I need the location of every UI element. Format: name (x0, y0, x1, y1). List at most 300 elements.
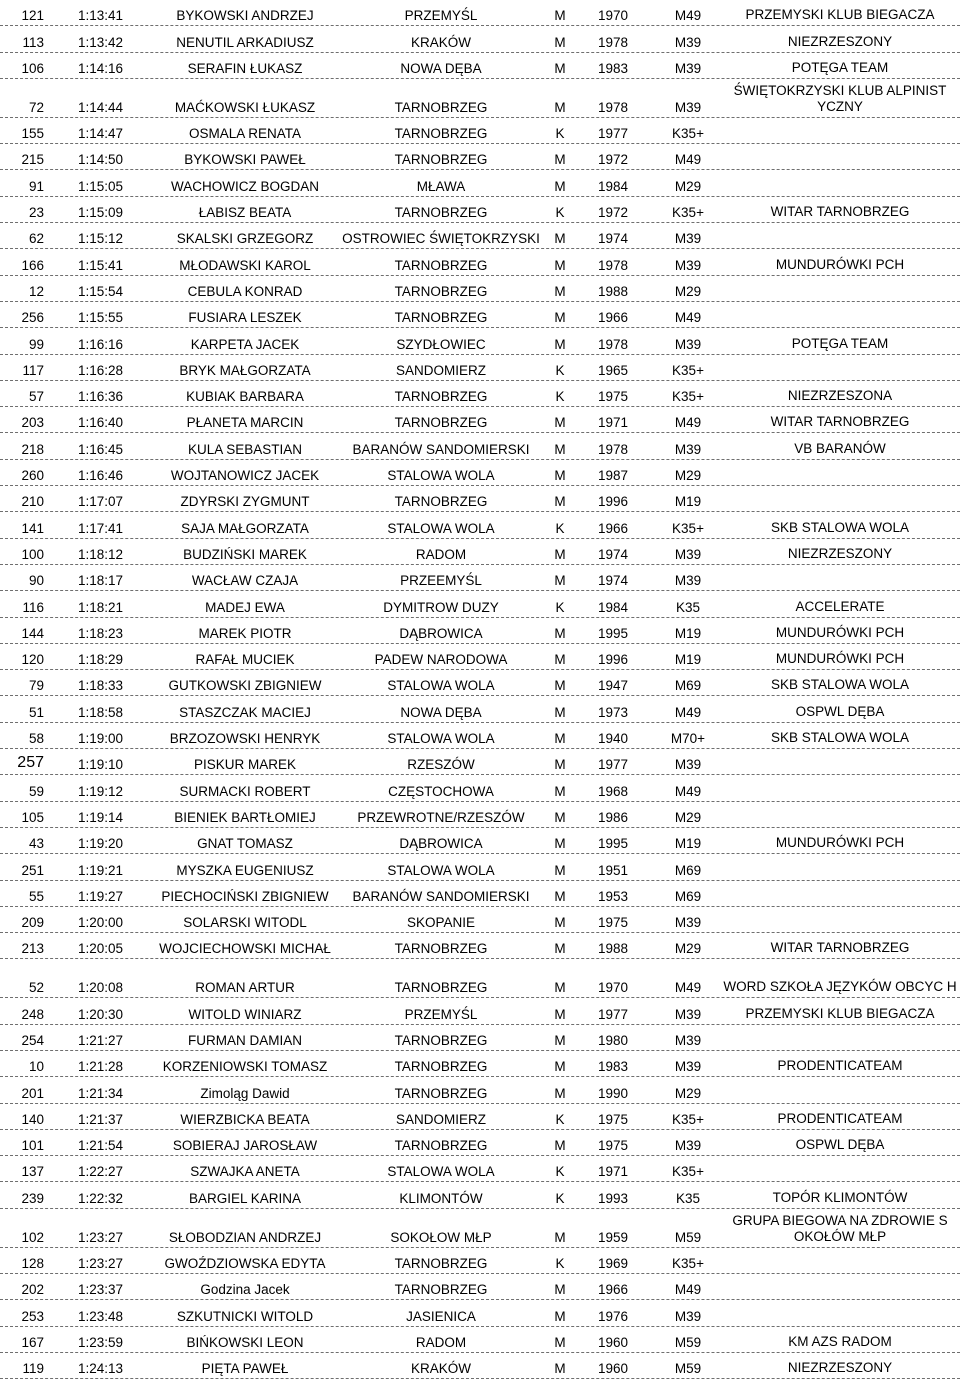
age-category: M59 (674, 1334, 702, 1350)
age-category: M49 (674, 8, 702, 24)
start-number: 58 (28, 731, 44, 747)
runner-city: PADEW NARODOWA (374, 652, 508, 668)
runner-city: TARNOBRZEG (394, 1032, 488, 1048)
runner-name: OSMALA RENATA (188, 126, 302, 142)
table-row (0, 881, 960, 907)
start-number: 119 (22, 1361, 44, 1377)
start-number: 248 (21, 1006, 44, 1022)
table-row (0, 144, 960, 170)
start-number: 121 (21, 8, 44, 24)
age-category: K35+ (672, 389, 704, 405)
start-number: 52 (28, 980, 44, 996)
table-row (0, 197, 960, 223)
finish-time: 1:14:50 (78, 152, 124, 168)
finish-time: 1:15:54 (78, 283, 124, 299)
finish-time: 1:14:44 (78, 99, 124, 115)
age-category: M39 (674, 34, 702, 50)
runner-club: WITAR TARNOBRZEG (770, 414, 910, 430)
runner-sex: K (555, 520, 565, 536)
finish-time: 1:20:30 (78, 1006, 124, 1022)
runner-sex: M (554, 704, 566, 720)
birth-year: 1976 (597, 1308, 629, 1324)
runner-city: DYMITROW DUZY (383, 599, 499, 615)
runner-name: WIERZBICKA BEATA (180, 1111, 310, 1127)
runner-sex: M (554, 652, 566, 668)
runner-club: SKB STALOWA WOLA (770, 519, 910, 535)
table-row (0, 591, 960, 617)
runner-club: WITAR TARNOBRZEG (770, 940, 910, 956)
runner-club: SKB STALOWA WOLA (770, 730, 910, 746)
runner-city: DĄBROWICA (399, 836, 483, 852)
runner-club: OSPWL DĘBA (795, 703, 885, 719)
start-number: 144 (21, 625, 44, 641)
table-row (0, 1300, 960, 1326)
runner-sex: K (555, 599, 565, 615)
runner-city: MŁAWA (416, 178, 466, 194)
age-category: M39 (674, 915, 702, 931)
finish-time: 1:21:54 (78, 1138, 124, 1154)
table-row (0, 26, 960, 52)
birth-year: 1975 (597, 1111, 629, 1127)
start-number: 120 (21, 652, 44, 668)
runner-club: ACCELERATE (795, 598, 885, 614)
runner-sex: M (554, 678, 566, 694)
finish-time: 1:15:41 (78, 257, 124, 273)
runner-name: WACHOWICZ BOGDAN (171, 178, 319, 194)
runner-name: SOLARSKI WITODL (183, 915, 307, 931)
finish-time: 1:21:28 (78, 1059, 124, 1075)
start-number: 102 (21, 1229, 44, 1245)
runner-city: BARANÓW SANDOMIERSKI (352, 441, 530, 457)
start-number: 105 (21, 809, 44, 825)
runner-club: MUNDURÓWKI PCH (775, 835, 905, 851)
age-category: M49 (674, 1282, 702, 1298)
age-category: M39 (674, 336, 702, 352)
start-number: 113 (22, 34, 44, 50)
runner-club: MUNDURÓWKI PCH (775, 624, 905, 640)
start-number: 12 (28, 283, 44, 299)
start-number: 257 (17, 754, 44, 772)
runner-sex: M (554, 34, 566, 50)
finish-time: 1:13:42 (78, 34, 124, 50)
runner-sex: M (554, 178, 566, 194)
birth-year: 1975 (597, 389, 629, 405)
runner-sex: M (554, 731, 566, 747)
birth-year: 1953 (597, 888, 629, 904)
runner-city: BARANÓW SANDOMIERSKI (352, 888, 530, 904)
runner-city: TARNOBRZEG (394, 941, 488, 957)
runner-club: NIEZRZESZONY (787, 1360, 893, 1376)
birth-year: 1959 (597, 1229, 629, 1245)
runner-sex: M (554, 836, 566, 852)
birth-year: 1983 (597, 60, 629, 76)
age-category: M39 (674, 441, 702, 457)
age-category: M59 (674, 1229, 702, 1245)
birth-year: 1990 (597, 1085, 629, 1101)
runner-city: STALOWA WOLA (387, 862, 495, 878)
finish-time: 1:15:05 (78, 178, 124, 194)
birth-year: 1972 (597, 152, 629, 168)
finish-time: 1:20:00 (78, 915, 124, 931)
runner-city: CZĘSTOCHOWA (388, 783, 494, 799)
runner-name: SOBIERAJ JAROSŁAW (172, 1138, 318, 1154)
finish-time: 1:21:34 (78, 1085, 124, 1101)
age-category: K35 (675, 599, 701, 615)
start-number: 91 (28, 178, 44, 194)
start-number: 203 (21, 415, 44, 431)
birth-year: 1974 (597, 546, 629, 562)
finish-time: 1:18:12 (78, 546, 124, 562)
start-number: 210 (21, 494, 44, 510)
runner-city: TARNOBRZEG (394, 494, 488, 510)
finish-time: 1:23:48 (78, 1308, 124, 1324)
table-row (0, 486, 960, 512)
finish-time: 1:19:14 (78, 809, 124, 825)
birth-year: 1974 (597, 231, 629, 247)
finish-time: 1:18:23 (78, 625, 124, 641)
runner-city: TARNOBRZEG (394, 1282, 488, 1298)
runner-city: SZYDŁOWIEC (396, 336, 486, 352)
runner-city: RADOM (415, 1334, 467, 1350)
runner-city: TARNOBRZEG (394, 1085, 488, 1101)
finish-time: 1:19:10 (78, 757, 124, 773)
runner-club: MUNDURÓWKI PCH (775, 256, 905, 272)
runner-name: WOJTANOWICZ JACEK (170, 468, 320, 484)
age-category: M49 (674, 980, 702, 996)
table-row (0, 1051, 960, 1077)
birth-year: 1951 (597, 862, 629, 878)
runner-name: MADEJ EWA (205, 599, 285, 615)
runner-sex: M (554, 336, 566, 352)
runner-name: BYKOWSKI PAWEŁ (184, 152, 306, 168)
finish-time: 1:23:37 (78, 1282, 124, 1298)
birth-year: 1973 (597, 704, 629, 720)
finish-time: 1:24:13 (78, 1361, 124, 1377)
runner-name: PISKUR MAREK (193, 757, 297, 773)
runner-sex: M (554, 1308, 566, 1324)
runner-club: PRZEMYSKI KLUB BIEGACZA (745, 7, 935, 23)
runner-sex: M (554, 60, 566, 76)
finish-time: 1:14:16 (78, 60, 124, 76)
age-category: M49 (674, 704, 702, 720)
birth-year: 1988 (597, 941, 629, 957)
age-category: K35+ (672, 362, 704, 378)
runner-name: MYSZKA EUGENIUSZ (176, 862, 314, 878)
age-category: M39 (674, 1006, 702, 1022)
finish-time: 1:16:45 (78, 441, 124, 457)
finish-time: 1:18:29 (78, 652, 124, 668)
runner-city: TARNOBRZEG (394, 257, 488, 273)
runner-club: PRODENTICATEAM (777, 1110, 903, 1126)
runner-name: SKALSKI GRZEGORZ (176, 231, 314, 247)
age-category: M39 (674, 231, 702, 247)
table-row (0, 959, 960, 998)
finish-time: 1:21:27 (78, 1032, 124, 1048)
start-number: 254 (21, 1032, 44, 1048)
birth-year: 1971 (597, 1164, 629, 1180)
runner-name: BIENIEK BARTŁOMIEJ (174, 809, 316, 825)
start-number: 253 (21, 1308, 44, 1324)
age-category: M69 (674, 862, 702, 878)
table-row (0, 1104, 960, 1130)
runner-sex: K (555, 1190, 565, 1206)
age-category: M69 (674, 678, 702, 694)
start-number: 128 (21, 1256, 44, 1272)
start-number: 72 (28, 99, 44, 115)
finish-time: 1:19:20 (78, 836, 124, 852)
birth-year: 1986 (597, 809, 629, 825)
runner-sex: M (554, 231, 566, 247)
start-number: 201 (21, 1085, 44, 1101)
finish-time: 1:19:00 (78, 731, 124, 747)
runner-sex: M (554, 888, 566, 904)
runner-sex: M (554, 980, 566, 996)
table-row (0, 723, 960, 749)
runner-name: BIŃKOWSKI LEON (186, 1334, 304, 1350)
finish-time: 1:14:47 (78, 126, 124, 142)
table-row (0, 1209, 960, 1248)
runner-sex: M (554, 1361, 566, 1377)
runner-sex: K (555, 1164, 565, 1180)
runner-name: GUTKOWSKI ZBIGNIEW (168, 678, 322, 694)
finish-time: 1:13:41 (78, 8, 124, 24)
start-number: 155 (21, 126, 44, 142)
birth-year: 1993 (597, 1190, 629, 1206)
runner-sex: K (555, 1256, 565, 1272)
runner-sex: M (554, 546, 566, 562)
birth-year: 1987 (597, 468, 629, 484)
runner-city: TARNOBRZEG (394, 152, 488, 168)
start-number: 260 (21, 468, 44, 484)
runner-name: KORZENIOWSKI TOMASZ (162, 1059, 328, 1075)
birth-year: 1996 (597, 652, 629, 668)
age-category: M39 (674, 1308, 702, 1324)
age-category: M29 (674, 809, 702, 825)
runner-club: VB BARANÓW (794, 440, 886, 456)
runner-city: OSTROWIEC ŚWIĘTOKRZYSKI (342, 231, 540, 247)
runner-club: OSPWL DĘBA (795, 1137, 885, 1153)
runner-name: Zimoląg Dawid (200, 1085, 290, 1101)
finish-time: 1:17:07 (78, 494, 124, 510)
finish-time: 1:16:36 (78, 389, 124, 405)
runner-club: SKB STALOWA WOLA (770, 677, 910, 693)
runner-sex: M (554, 1006, 566, 1022)
table-row (0, 802, 960, 828)
finish-time: 1:23:59 (78, 1334, 124, 1350)
runner-city: TARNOBRZEG (394, 389, 488, 405)
start-number: 251 (21, 862, 44, 878)
runner-sex: M (554, 1032, 566, 1048)
finish-time: 1:21:37 (78, 1111, 124, 1127)
table-row (0, 223, 960, 249)
start-number: 79 (28, 678, 44, 694)
table-row (0, 512, 960, 538)
runner-name: KARPETA JACEK (190, 336, 300, 352)
runner-city: RADOM (415, 546, 467, 562)
runner-sex: M (554, 99, 566, 115)
runner-sex: M (554, 1085, 566, 1101)
runner-city: SANDOMIERZ (395, 1111, 486, 1127)
table-row (0, 79, 960, 118)
finish-time: 1:16:28 (78, 362, 124, 378)
birth-year: 1984 (597, 178, 629, 194)
finish-time: 1:19:27 (78, 888, 124, 904)
age-category: M49 (674, 415, 702, 431)
age-category: M39 (674, 757, 702, 773)
age-category: M49 (674, 152, 702, 168)
runner-city: RZESZÓW (407, 757, 475, 773)
birth-year: 1977 (597, 757, 629, 773)
age-category: M59 (674, 1361, 702, 1377)
table-row (0, 775, 960, 801)
runner-sex: M (554, 257, 566, 273)
runner-city: KRAKÓW (410, 1361, 471, 1377)
runner-sex: K (555, 205, 565, 221)
runner-name: FURMAN DAMIAN (188, 1032, 302, 1048)
birth-year: 1978 (597, 99, 629, 115)
age-category: M29 (674, 1085, 702, 1101)
age-category: K35+ (672, 520, 704, 536)
runner-sex: K (555, 362, 565, 378)
runner-city: TARNOBRZEG (394, 415, 488, 431)
runner-club: NIEZRZESZONY (787, 545, 893, 561)
age-category: K35+ (672, 126, 704, 142)
start-number: 256 (21, 310, 44, 326)
runner-city: TARNOBRZEG (394, 99, 488, 115)
runner-sex: M (554, 441, 566, 457)
runner-name: RAFAŁ MUCIEK (195, 652, 295, 668)
table-row (0, 644, 960, 670)
table-row (0, 460, 960, 486)
finish-time: 1:17:41 (78, 520, 124, 536)
finish-time: 1:16:46 (78, 468, 124, 484)
start-number: 166 (21, 257, 44, 273)
birth-year: 1975 (597, 1138, 629, 1154)
finish-time: 1:18:58 (78, 704, 124, 720)
table-row (0, 618, 960, 644)
runner-name: PIECHOCIŃSKI ZBIGNIEW (161, 888, 329, 904)
runner-name: MŁODAWSKI KAROL (179, 257, 311, 273)
runner-sex: M (554, 1282, 566, 1298)
runner-sex: M (554, 152, 566, 168)
runner-club: ŚWIĘTOKRZYSKI KLUB ALPINIST YCZNY (733, 82, 947, 114)
runner-name: SŁOBODZIAN ANDRZEJ (168, 1229, 322, 1245)
runner-club: MUNDURÓWKI PCH (775, 651, 905, 667)
table-row (0, 907, 960, 933)
birth-year: 1978 (597, 34, 629, 50)
birth-year: 1970 (597, 8, 629, 24)
age-category: M29 (674, 941, 702, 957)
birth-year: 1940 (597, 731, 629, 747)
finish-time: 1:18:33 (78, 678, 124, 694)
birth-year: 1978 (597, 441, 629, 457)
birth-year: 1978 (597, 257, 629, 273)
birth-year: 1966 (597, 310, 629, 326)
finish-time: 1:22:27 (78, 1164, 124, 1180)
age-category: M70+ (670, 731, 706, 747)
birth-year: 1984 (597, 599, 629, 615)
finish-time: 1:20:05 (78, 941, 124, 957)
runner-name: KULA SEBASTIAN (187, 441, 303, 457)
birth-year: 1980 (597, 1032, 629, 1048)
table-row (0, 1182, 960, 1208)
runner-city: JASIENICA (406, 1308, 476, 1324)
finish-time: 1:16:40 (78, 415, 124, 431)
start-number: 213 (21, 941, 44, 957)
start-number: 218 (21, 441, 44, 457)
start-number: 209 (21, 915, 44, 931)
runner-name: STASZCZAK MACIEJ (179, 704, 311, 720)
runner-sex: M (554, 283, 566, 299)
runner-city: TARNOBRZEG (394, 126, 488, 142)
runner-name: SURMACKI ROBERT (179, 783, 311, 799)
runner-sex: M (554, 1334, 566, 1350)
table-row (0, 933, 960, 959)
age-category: K35+ (672, 1164, 704, 1180)
age-category: M39 (674, 60, 702, 76)
birth-year: 1969 (597, 1256, 629, 1272)
finish-time: 1:22:32 (78, 1190, 124, 1206)
start-number: 57 (28, 389, 44, 405)
start-number: 59 (28, 783, 44, 799)
table-row (0, 118, 960, 144)
start-number: 116 (22, 599, 44, 615)
runner-sex: M (554, 1059, 566, 1075)
age-category: K35+ (672, 1256, 704, 1272)
birth-year: 1960 (597, 1361, 629, 1377)
runner-sex: M (554, 915, 566, 931)
table-row (0, 828, 960, 854)
table-row (0, 355, 960, 381)
runner-club: POTĘGA TEAM (791, 335, 889, 351)
table-row (0, 696, 960, 722)
start-number: 43 (28, 836, 44, 852)
runner-name: BYKOWSKI ANDRZEJ (176, 8, 314, 24)
table-row (0, 670, 960, 696)
start-number: 100 (21, 546, 44, 562)
birth-year: 1977 (597, 126, 629, 142)
birth-year: 1988 (597, 283, 629, 299)
start-number: 137 (21, 1164, 44, 1180)
birth-year: 1995 (597, 836, 629, 852)
runner-city: PRZEWROTNE/RZESZÓW (357, 809, 525, 825)
runner-name: BRZOZOWSKI HENRYK (169, 731, 321, 747)
runner-sex: M (554, 415, 566, 431)
runner-city: PRZEMYŚL (404, 1006, 478, 1022)
age-category: M39 (674, 1032, 702, 1048)
runner-name: PIĘTA PAWEŁ (201, 1361, 289, 1377)
finish-time: 1:15:55 (78, 310, 124, 326)
runner-name: ŁABISZ BEATA (198, 205, 292, 221)
runner-name: BARGIEL KARINA (188, 1190, 302, 1206)
finish-time: 1:19:12 (78, 783, 124, 799)
birth-year: 1947 (597, 678, 629, 694)
table-row (0, 749, 960, 775)
table-row (0, 854, 960, 880)
start-number: 140 (21, 1111, 44, 1127)
runner-sex: M (554, 809, 566, 825)
finish-time: 1:15:12 (78, 231, 124, 247)
finish-time: 1:20:08 (78, 980, 124, 996)
runner-city: SOKOŁOW MŁP (390, 1229, 492, 1245)
table-row (0, 565, 960, 591)
start-number: 23 (28, 205, 44, 221)
runner-name: SZWAJKA ANETA (190, 1164, 300, 1180)
age-category: M49 (674, 783, 702, 799)
runner-club: POTĘGA TEAM (791, 59, 889, 75)
age-category: M39 (674, 1059, 702, 1075)
runner-city: PRZEEMYŚL (400, 573, 482, 589)
